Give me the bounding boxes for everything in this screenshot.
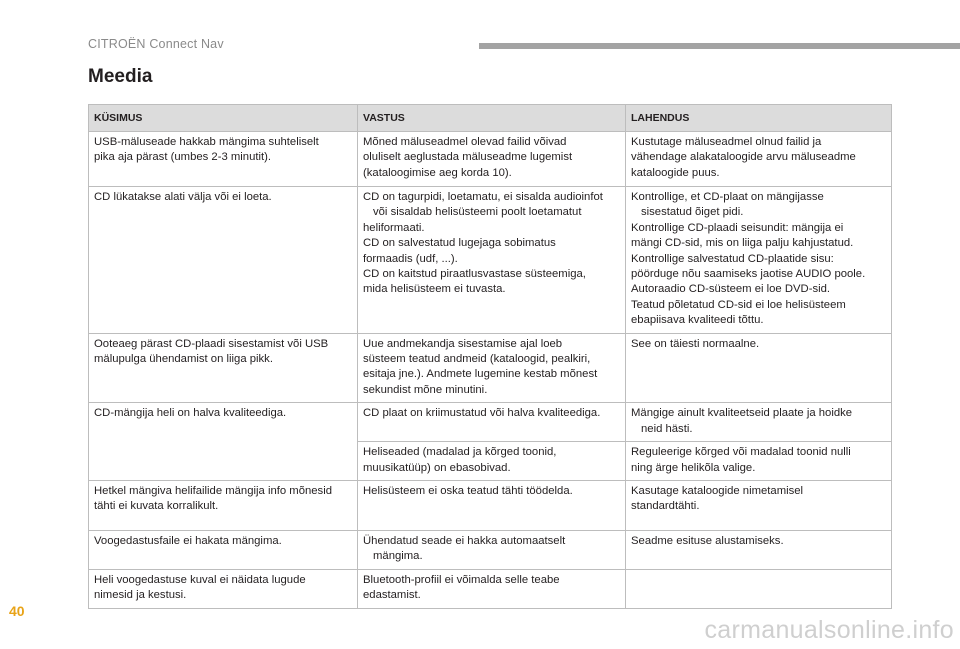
cell-text-line: CD on kaitstud piraatlusvastase süsteemiga, xyxy=(363,268,586,281)
cell-text-line: Hetkel mängiva helifailide mängija info mõnesid xyxy=(94,484,332,497)
cell-answer xyxy=(358,333,626,403)
cell-text-line: pika aja pärast (umbes 2-3 minutit). xyxy=(94,151,272,164)
cell-solution xyxy=(626,132,892,187)
cell-text-line: Kontrollige, et CD-plaat on mängijasse xyxy=(631,191,824,203)
cell-answer xyxy=(358,530,626,569)
cell-text-line: pöörduge nõu saamiseks jaotise AUDIO poole. xyxy=(631,268,866,281)
cell-text-line: nimesid ja kestusi. xyxy=(94,589,187,602)
cell-text-line: mängima. xyxy=(373,550,423,563)
cell-text-line: Uue andmekandja sisestamise ajal loeb xyxy=(363,337,563,350)
column-header-question: KÜSIMUS xyxy=(89,105,358,132)
cell-text-line: Kasutage kataloogide nimetamisel xyxy=(631,484,804,497)
watermark: carmanualsonline.info xyxy=(704,616,954,644)
cell-text-line: Helisüsteem ei oska teatud tähti töödelda. xyxy=(363,484,573,497)
cell-text-line: sekundist mõne minutini. xyxy=(363,383,488,396)
cell-text-line: mälupulga ühendamist on liiga pikk. xyxy=(94,353,273,366)
table-header-row xyxy=(89,105,892,132)
cell-text-line: oluliselt aeglustada mäluseadme lugemist xyxy=(363,151,573,164)
table-row xyxy=(89,333,892,403)
cell-question xyxy=(89,132,358,187)
cell-answer xyxy=(358,442,626,481)
cell-text-line: See on täiesti normaalne. xyxy=(631,337,760,350)
troubleshooting-table xyxy=(88,104,892,609)
cell-answer xyxy=(358,187,626,334)
table-row xyxy=(89,569,892,608)
cell-text-line: CD lükatakse alati välja või ei loeta. xyxy=(94,191,272,203)
table-row xyxy=(89,403,892,442)
cell-question xyxy=(89,569,358,608)
cell-text-line: standardtähti. xyxy=(631,500,700,513)
cell-question xyxy=(89,187,358,334)
cell-text-line: formaadis (udf, ...). xyxy=(363,252,458,265)
cell-text-line: sisestatud õiget pidi. xyxy=(641,206,744,219)
cell-text-line: või sisaldab helisüsteemi poolt loetamatut xyxy=(373,206,582,219)
cell-text-line: muusikatüüp) on ebasobivad. xyxy=(363,461,511,474)
running-header-title: CITROËN Connect Nav xyxy=(88,37,224,51)
cell-text-line: Seadme esituse alustamiseks. xyxy=(631,534,784,547)
cell-question xyxy=(89,530,358,569)
cell-text-line: Heliseaded (madalad ja kõrged toonid, xyxy=(363,446,557,459)
cell-text-line: ebapiisava kvaliteedi tõttu. xyxy=(631,314,764,327)
cell-text-line: Bluetooth-profiil ei võimalda selle teabe xyxy=(363,573,560,586)
cell-solution xyxy=(626,403,892,442)
cell-text-line: süsteem teatud andmeid (kataloogid, pealkiri, xyxy=(363,353,591,366)
cell-solution xyxy=(626,480,892,530)
cell-text-line: Kustutage mäluseadmel olnud failid ja xyxy=(631,136,822,148)
cell-text-line: Mõned mäluseadmel olevad failid võivad xyxy=(363,136,567,148)
cell-text-line: heliformaati. xyxy=(363,221,425,234)
cell-text-line: Voogedastusfaile ei hakata mängima. xyxy=(94,534,282,547)
cell-solution xyxy=(626,187,892,334)
cell-text-line: Reguleerige kõrged või madalad toonid nulli xyxy=(631,446,851,459)
cell-text-line: Ühendatud seade ei hakka automaatselt xyxy=(363,534,566,547)
cell-text-line: (kataloogimise aeg korda 10). xyxy=(363,166,512,179)
table-row xyxy=(89,530,892,569)
cell-answer xyxy=(358,403,626,442)
cell-text-line: Teatud põletatud CD-sid ei loe helisüsteem xyxy=(631,298,846,311)
cell-text-line: Heli voogedastuse kuval ei näidata lugude xyxy=(94,573,306,586)
table-body xyxy=(89,132,892,609)
cell-question xyxy=(89,333,358,403)
cell-text-line: CD on salvestatud lugejaga sobimatus xyxy=(363,237,556,250)
cell-question xyxy=(89,403,358,481)
cell-text-line: Ooteaeg pärast CD-plaadi sisestamist või USB xyxy=(94,337,329,350)
cell-question xyxy=(89,480,358,530)
cell-solution xyxy=(626,442,892,481)
cell-text-line: vähendage alakataloogide arvu mäluseadme xyxy=(631,151,856,164)
table-row xyxy=(89,132,892,187)
page-number: 40 xyxy=(9,603,25,619)
cell-text-line: ning ärge helikõla valige. xyxy=(631,461,756,474)
cell-text-line: Mängige ainult kvaliteetseid plaate ja hoidke xyxy=(631,407,853,420)
cell-answer xyxy=(358,480,626,530)
cell-text-line: edastamist. xyxy=(363,589,421,602)
cell-solution xyxy=(626,333,892,403)
cell-text-line: mida helisüsteem ei tuvasta. xyxy=(363,283,506,296)
column-header-solution: LAHENDUS xyxy=(626,105,892,132)
cell-text-line: Kontrollige salvestatud CD-plaatide sisu: xyxy=(631,252,834,265)
cell-text-line: neid hästi. xyxy=(641,422,693,435)
cell-text-line: mängi CD-sid, mis on liiga palju kahjustatud. xyxy=(631,237,854,250)
cell-text-line: CD-mängija heli on halva kvaliteediga. xyxy=(94,407,287,420)
cell-solution xyxy=(626,569,892,608)
cell-text-line: USB-mäluseade hakkab mängima suhteliselt xyxy=(94,136,319,148)
table-row xyxy=(89,480,892,530)
cell-text-line: kataloogide puus. xyxy=(631,166,720,179)
cell-answer xyxy=(358,132,626,187)
cell-text-line: Autoraadio CD-süsteem ei loe DVD-sid. xyxy=(631,283,831,296)
cell-solution xyxy=(626,530,892,569)
cell-text-line: tähti ei kuvata korralikult. xyxy=(94,500,219,513)
table-row xyxy=(89,187,892,334)
cell-answer xyxy=(358,569,626,608)
cell-text-line: CD on tagurpidi, loetamatu, ei sisalda audioinfot xyxy=(363,191,603,203)
cell-text-line: CD plaat on kriimustatud või halva kvaliteediga. xyxy=(363,407,601,420)
cell-text-line: esitaja jne.). Andmete lugemine kestab mõnest xyxy=(363,368,598,381)
column-header-answer: VASTUS xyxy=(358,105,626,132)
page-title: Meedia xyxy=(88,66,153,87)
header-rule xyxy=(479,43,960,49)
cell-text-line: Kontrollige CD-plaadi seisundit: mängija ei xyxy=(631,221,844,234)
